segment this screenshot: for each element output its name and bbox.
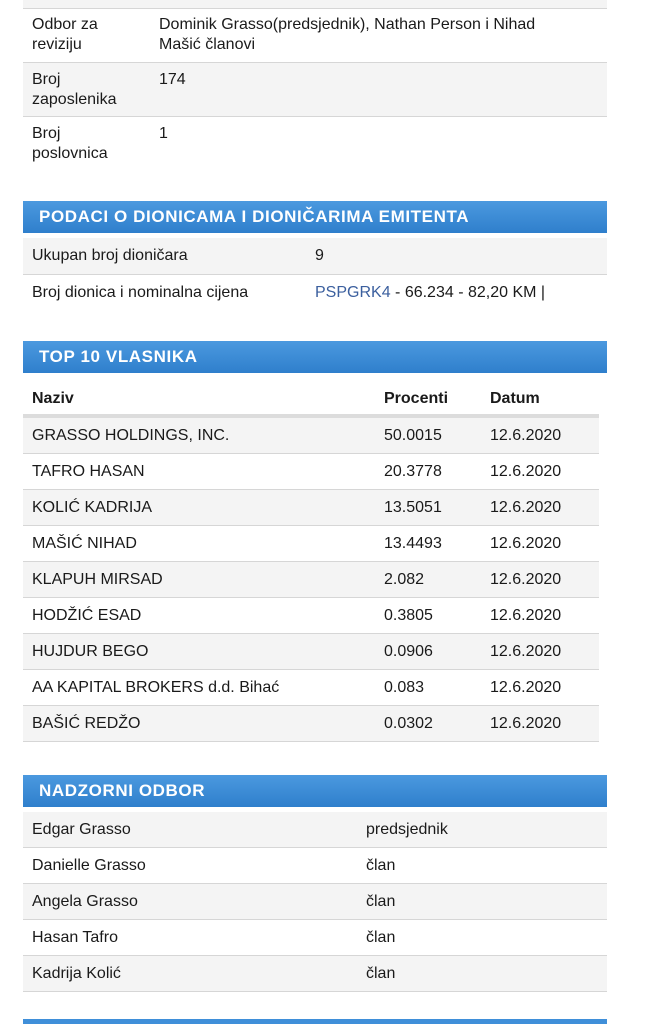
owner-name: HUJDUR BEGO — [32, 643, 149, 660]
owner-percent: 13.5051 — [384, 499, 442, 516]
top10-row — [23, 706, 599, 742]
owner-percent: 50.0015 — [384, 427, 442, 444]
col-header-percent: Procenti — [384, 390, 449, 407]
owner-name: MAŠIĆ NIHAD — [32, 535, 137, 552]
shares-label: Broj dionica i nominalna cijena — [32, 284, 249, 301]
top10-row — [23, 418, 599, 454]
board-member-role: član — [366, 893, 396, 910]
owner-percent: 0.0906 — [384, 643, 433, 660]
top10-rows — [23, 418, 599, 742]
board-row — [23, 812, 607, 848]
board-member-role: predsjednik — [366, 821, 448, 838]
board-section-header: NADZORNI ODBOR — [23, 775, 607, 807]
board-member-role: član — [366, 929, 396, 946]
board-member-name: Hasan Tafro — [32, 929, 118, 946]
owner-date: 12.6.2020 — [490, 535, 562, 552]
owner-name: KOLIĆ KADRIJA — [32, 499, 153, 516]
info-row-employees — [23, 63, 607, 117]
owner-name: GRASSO HOLDINGS, INC. — [32, 427, 230, 444]
info-value: Dominik Grasso(predsjednik), Nathan Person i Nihad Mašić članovi — [159, 16, 536, 53]
next-section-header — [23, 1019, 607, 1024]
top10-header-row — [23, 378, 599, 418]
info-row-audit — [23, 0, 607, 9]
top10-row — [23, 454, 599, 490]
board-member-role: član — [366, 857, 396, 874]
owner-date: 12.6.2020 — [490, 571, 562, 588]
owner-name: HODŽIĆ ESAD — [32, 607, 142, 624]
board-row — [23, 848, 607, 884]
top10-row — [23, 490, 599, 526]
shares-value: 9 — [315, 247, 324, 264]
shares-row-holders — [23, 238, 607, 275]
shares-section-header: PODACI O DIONICAMA I DIONIČARIMA EMITENTA — [23, 201, 607, 233]
board-member-name: Danielle Grasso — [32, 857, 146, 874]
board-member-name: Edgar Grasso — [32, 821, 131, 838]
board-member-name: Angela Grasso — [32, 893, 138, 910]
info-row-branches — [23, 117, 607, 167]
info-value: 174 — [159, 71, 186, 88]
owner-percent: 0.3805 — [384, 607, 433, 624]
owner-name: AA KAPITAL BROKERS d.d. Bihać — [32, 679, 280, 696]
board-member-name: Kadrija Kolić — [32, 965, 121, 982]
owner-percent: 13.4493 — [384, 535, 442, 552]
board-row — [23, 920, 607, 956]
shares-row-nominal — [23, 275, 607, 311]
board-row — [23, 884, 607, 920]
info-label: Odbor za reviziju — [32, 16, 98, 53]
owner-date: 12.6.2020 — [490, 427, 562, 444]
info-value: 1 — [159, 125, 168, 142]
ticker-link[interactable]: PSPGRK4 — [315, 284, 391, 301]
owner-date: 12.6.2020 — [490, 463, 562, 480]
col-header-name: Naziv — [32, 390, 74, 407]
board-member-role: član — [366, 965, 396, 982]
owner-percent: 20.3778 — [384, 463, 442, 480]
info-label: Broj poslovnica — [32, 125, 108, 162]
top10-section-header: TOP 10 VLASNIKA — [23, 341, 607, 373]
board-table — [23, 812, 607, 992]
info-label: Broj zaposlenika — [32, 71, 117, 108]
owner-date: 12.6.2020 — [490, 607, 562, 624]
owner-name: BAŠIĆ REDŽO — [32, 715, 141, 732]
shares-label: Ukupan broj dioničara — [32, 247, 188, 264]
top10-row — [23, 526, 599, 562]
top10-row — [23, 634, 599, 670]
info-row-audit-committee — [23, 9, 607, 63]
owner-date: 12.6.2020 — [490, 715, 562, 732]
top10-row — [23, 598, 599, 634]
owner-date: 12.6.2020 — [490, 643, 562, 660]
shares-value — [315, 284, 545, 302]
col-header-date: Datum — [490, 390, 540, 407]
owner-name: KLAPUH MIRSAD — [32, 571, 163, 588]
owner-percent: 2.082 — [384, 571, 425, 588]
top10-row — [23, 670, 599, 706]
shares-table — [23, 238, 607, 311]
top10-row — [23, 562, 599, 598]
owner-name: TAFRO HASAN — [32, 463, 145, 480]
owner-percent: 0.0302 — [384, 715, 433, 732]
top10-table — [23, 378, 599, 742]
owner-percent: 0.083 — [384, 679, 425, 696]
board-row — [23, 956, 607, 992]
owner-date: 12.6.2020 — [490, 679, 562, 696]
company-info-table — [23, 0, 607, 167]
shares-nominal-text: - 66.234 - 82,20 KM | — [390, 284, 546, 301]
owner-date: 12.6.2020 — [490, 499, 562, 516]
